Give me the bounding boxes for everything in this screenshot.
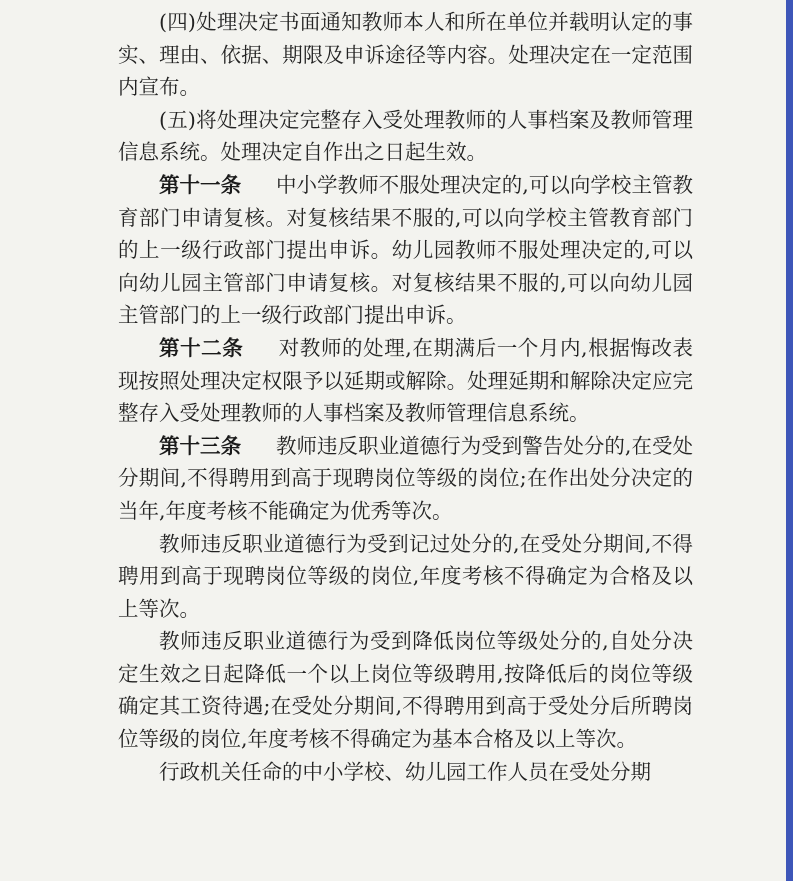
paragraph-text: 教师违反职业道德行为受到记过处分的,在受处分期间,不得聘用到高于现聘岗位等级的岗位,年度考核不得确定为合格及以上等次。 (118, 531, 693, 621)
page-edge-strip (786, 0, 793, 881)
paragraph-item-4 (118, 6, 693, 104)
paragraph-text: 中小学教师不服处理决定的,可以向学校主管教育部门申请复核。对复核结果不服的,可以向学校主管教育部门的上一级行政部门提出申诉。幼儿园教师不服处理决定的,可以向幼儿园主管部门申请复核。对复核结果不服的,可以向幼儿园主管部门的上一级行政部门提出申诉。 (118, 172, 694, 328)
paragraph-demerit (118, 528, 693, 626)
paragraph-text: 教师违反职业道德行为受到降低岗位等级处分的,自处分决定生效之日起降低一个以上岗位等级聘用,按降低后的岗位等级确定其工资待遇;在受处分期间,不得聘用到高于受处分后所聘岗位等级的岗位,年度考核不得确定为基本合格及以上等次。 (118, 629, 693, 752)
article-12 (118, 332, 693, 430)
paragraph-text: 对教师的处理,在期满后一个月内,根据悔改表现按照处理决定权限予以延期或解除。处理延期和解除决定应完整存入受处理教师的人事档案及教师管理信息系统。 (118, 335, 693, 426)
paragraph-text: 教师违反职业道德行为受到警告处分的,在受处分期间,不得聘用到高于现聘岗位等级的岗位;在作出处分决定的当年,年度考核不能确定为优秀等次。 (118, 433, 694, 523)
article-13 (118, 430, 693, 528)
article-heading: 第十三条 (159, 433, 242, 458)
paragraph-demotion (118, 625, 693, 755)
document-body (118, 6, 693, 788)
paragraph-appointed-staff (118, 756, 693, 789)
paragraph-item-5 (118, 104, 693, 169)
paragraph-text: (四)处理决定书面通知教师本人和所在单位并载明认定的事实、理由、依据、期限及申诉途径等内容。处理决定在一定范围内宣布。 (118, 10, 693, 100)
paragraph-text: 行政机关任命的中小学校、幼儿园工作人员在受处分期 (159, 759, 651, 784)
article-11 (118, 169, 693, 332)
paragraph-text: (五)将处理决定完整存入受处理教师的人事档案及教师管理信息系统。处理决定自作出之日起生效。 (118, 107, 693, 165)
article-heading: 第十二条 (159, 335, 244, 360)
article-heading: 第十一条 (159, 172, 242, 197)
